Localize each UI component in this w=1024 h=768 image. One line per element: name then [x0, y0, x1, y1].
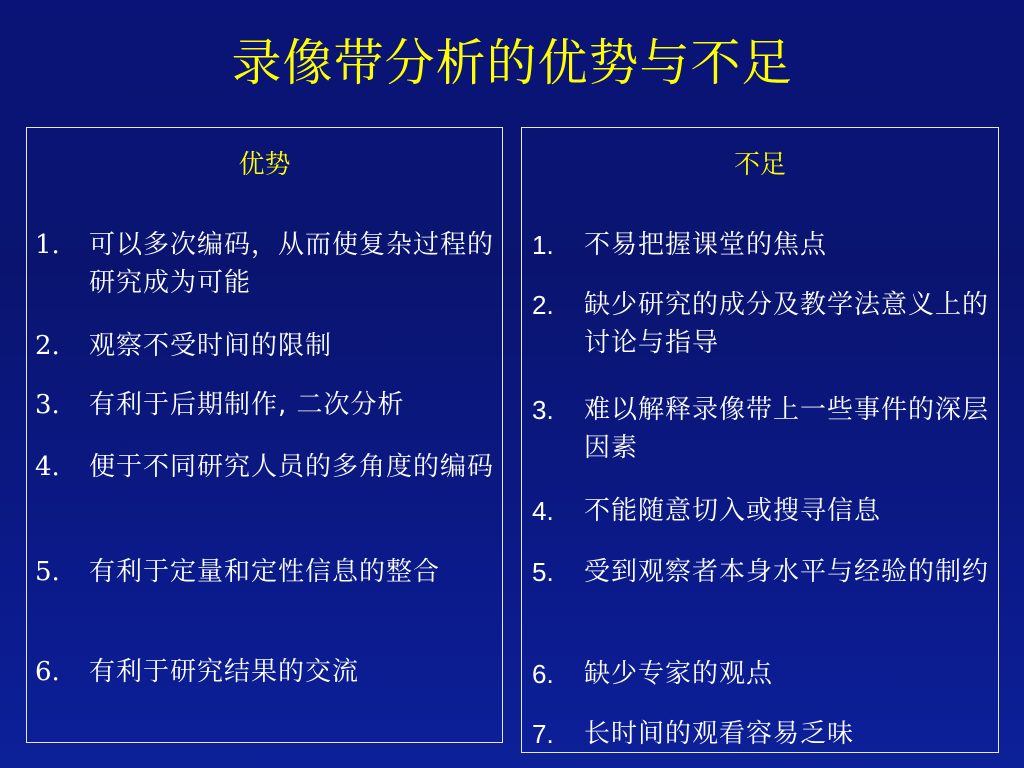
list-number: 3.: [35, 390, 60, 420]
advantage-item-1: [27, 226, 502, 326]
list-text: 可以多次编码，从而使复杂过程的研究成为可能: [89, 230, 495, 298]
disadvantage-item-2: [522, 286, 998, 386]
list-number: 4.: [532, 496, 554, 526]
list-number: 7.: [532, 719, 554, 749]
list-number: 2.: [35, 331, 60, 361]
list-text: 有利于后期制作, 二次分析: [89, 390, 405, 420]
advantage-item-4: [27, 448, 502, 548]
list-text: 有利于研究结果的交流: [89, 657, 360, 687]
list-text: 受到观察者本身水平与经验的制约: [584, 557, 990, 587]
list-text: 不易把握课堂的焦点: [584, 230, 828, 260]
advantage-item-6: [27, 653, 502, 753]
list-number: 1.: [532, 230, 554, 260]
list-text: 观察不受时间的限制: [89, 331, 333, 361]
list-text: 有利于定量和定性信息的整合: [89, 557, 441, 587]
disadvantages-heading: 不足: [733, 150, 786, 180]
disadvantage-item-5: [522, 553, 998, 653]
list-number: 1.: [35, 230, 60, 260]
list-number: 6.: [35, 657, 60, 687]
disadvantage-item-3: [522, 391, 998, 491]
list-text: 不能随意切入或搜寻信息: [584, 496, 882, 526]
list-text: 难以解释录像带上一些事件的深层因素: [584, 395, 990, 463]
disadvantage-item-7: [522, 715, 998, 753]
list-text: 长时间的观看容易乏味: [584, 719, 855, 749]
list-text: 便于不同研究人员的多角度的编码: [89, 452, 495, 482]
slide-title: 录像带分析的优势与不足: [231, 34, 793, 92]
disadvantages-panel: [521, 127, 999, 753]
list-text: 缺少专家的观点: [584, 659, 774, 689]
list-number: 4.: [35, 452, 60, 482]
advantages-heading: 优势: [238, 150, 291, 180]
list-number: 2.: [532, 290, 554, 320]
list-number: 5.: [532, 557, 554, 587]
list-number: 6.: [532, 659, 554, 689]
advantages-panel: [26, 127, 503, 743]
list-number: 5.: [35, 557, 60, 587]
list-number: 3.: [532, 395, 554, 425]
list-text: 缺少研究的成分及教学法意义上的讨论与指导: [584, 290, 990, 358]
advantage-item-5: [27, 553, 502, 653]
